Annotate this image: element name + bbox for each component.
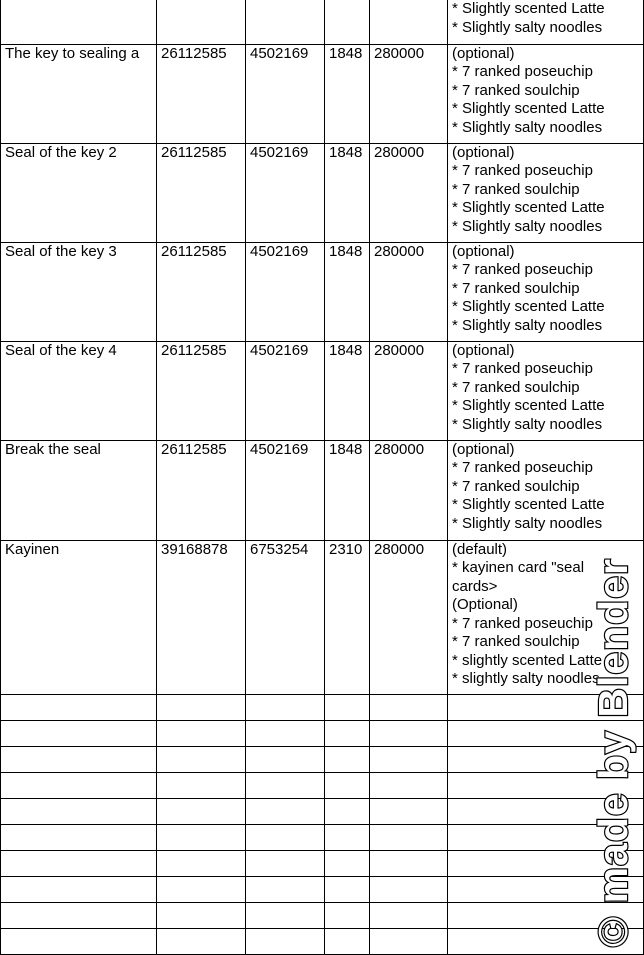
empty-table-row	[1, 850, 644, 876]
empty-cell	[448, 746, 644, 772]
cell-notes	[448, 44, 644, 143]
empty-cell	[246, 850, 325, 876]
empty-table-row	[1, 876, 644, 902]
empty-cell	[246, 876, 325, 902]
empty-cell	[246, 694, 325, 720]
empty-cell	[157, 824, 246, 850]
cell-v3: 1848	[325, 440, 370, 540]
note-line: * Slightly scented Latte	[452, 199, 605, 216]
cell-v1: 26112585	[157, 341, 246, 440]
empty-cell	[448, 824, 644, 850]
note-line: (optional)	[452, 143, 515, 161]
cell-name: Break the seal	[1, 440, 157, 540]
note-line: * kayinen card "seal	[452, 559, 585, 576]
note-line: * 7 ranked soulchip	[452, 81, 580, 99]
cell-v4: 280000	[370, 540, 448, 694]
cell-v1: 26112585	[157, 242, 246, 341]
empty-cell	[1, 902, 157, 928]
empty-cell	[246, 824, 325, 850]
empty-cell	[1, 928, 157, 954]
note-line: * slightly scented Latte	[452, 651, 603, 669]
empty-cell	[1, 850, 157, 876]
note-line: * 7 ranked poseuchip	[452, 459, 593, 476]
cell-v3: 1848	[325, 242, 370, 341]
cell-v3: 1848	[325, 44, 370, 143]
cell-name: Seal of the key 2	[1, 143, 157, 242]
empty-cell	[325, 876, 370, 902]
empty-cell	[370, 850, 448, 876]
cell-v1: 26112585	[157, 440, 246, 540]
cell-v2	[246, 0, 325, 44]
cell-notes	[448, 540, 644, 694]
note-line: * Slightly salty noodles	[452, 217, 603, 235]
empty-table-row	[1, 772, 644, 798]
empty-cell	[448, 850, 644, 876]
note-line: cards>	[452, 577, 498, 595]
note-line: (Optional)	[452, 596, 518, 613]
cell-v2: 4502169	[246, 44, 325, 143]
cell-v4: 280000	[370, 440, 448, 540]
cell-v1: 26112585	[157, 143, 246, 242]
empty-cell	[246, 902, 325, 928]
table-row	[1, 341, 644, 440]
cell-notes	[448, 341, 644, 440]
note-line: * 7 ranked poseuchip	[452, 162, 593, 179]
empty-cell	[157, 876, 246, 902]
cell-notes	[448, 440, 644, 540]
empty-cell	[246, 798, 325, 824]
empty-cell	[157, 798, 246, 824]
table-row	[1, 440, 644, 540]
empty-table-row	[1, 798, 644, 824]
note-line: * Slightly salty noodles	[452, 118, 603, 136]
empty-cell	[370, 928, 448, 954]
empty-cell	[157, 694, 246, 720]
empty-cell	[325, 720, 370, 746]
cell-v3: 1848	[325, 341, 370, 440]
note-line: * 7 ranked poseuchip	[452, 261, 593, 278]
empty-cell	[448, 798, 644, 824]
cell-v3: 2310	[325, 540, 370, 694]
table-row	[1, 242, 644, 341]
table-body	[1, 0, 644, 954]
cell-v3	[325, 0, 370, 44]
empty-cell	[157, 902, 246, 928]
empty-cell	[448, 720, 644, 746]
empty-cell	[1, 798, 157, 824]
note-line: * 7 ranked soulchip	[452, 279, 580, 297]
empty-table-row	[1, 720, 644, 746]
note-line: * 7 ranked soulchip	[452, 633, 580, 650]
empty-cell	[246, 928, 325, 954]
note-line: * 7 ranked poseuchip	[452, 360, 593, 377]
empty-cell	[370, 746, 448, 772]
empty-cell	[370, 824, 448, 850]
empty-cell	[1, 694, 157, 720]
table-row	[1, 0, 644, 44]
empty-cell	[157, 772, 246, 798]
note-line: * 7 ranked soulchip	[452, 180, 580, 198]
cell-v2: 6753254	[246, 540, 325, 694]
note-line: * Slightly salty noodles	[452, 316, 603, 334]
empty-cell	[370, 876, 448, 902]
cell-v1: 26112585	[157, 44, 246, 143]
note-line: * Slightly scented Latte	[452, 397, 605, 414]
cell-v2: 4502169	[246, 242, 325, 341]
empty-cell	[325, 850, 370, 876]
cell-v4: 280000	[370, 143, 448, 242]
cell-v1: 39168878	[157, 540, 246, 694]
note-line: (optional)	[452, 44, 515, 62]
empty-cell	[448, 694, 644, 720]
empty-cell	[370, 798, 448, 824]
cell-v2: 4502169	[246, 143, 325, 242]
empty-cell	[325, 928, 370, 954]
watermark-text: © made by Blender	[590, 558, 636, 947]
cell-v1	[157, 0, 246, 44]
note-line: * 7 ranked poseuchip	[452, 63, 593, 80]
table-row	[1, 143, 644, 242]
empty-cell	[370, 720, 448, 746]
empty-cell	[1, 876, 157, 902]
note-line: * Slightly scented Latte	[452, 100, 605, 117]
cell-v4: 280000	[370, 44, 448, 143]
cell-v4: 280000	[370, 341, 448, 440]
cell-name: The key to sealing a	[1, 44, 157, 143]
empty-cell	[157, 720, 246, 746]
note-line: * slightly salty noodles	[452, 670, 600, 687]
empty-cell	[370, 772, 448, 798]
cell-name: Seal of the key 4	[1, 341, 157, 440]
empty-cell	[370, 902, 448, 928]
empty-cell	[325, 746, 370, 772]
note-line: (default)	[452, 540, 508, 558]
empty-cell	[448, 772, 644, 798]
empty-cell	[325, 798, 370, 824]
cell-v4: 280000	[370, 242, 448, 341]
empty-cell	[448, 928, 644, 954]
empty-cell	[1, 824, 157, 850]
cell-v3: 1848	[325, 143, 370, 242]
note-line: * 7 ranked poseuchip	[452, 614, 593, 632]
empty-cell	[325, 902, 370, 928]
note-line: (optional)	[452, 341, 515, 359]
table-row	[1, 540, 644, 694]
cell-v4	[370, 0, 448, 44]
note-line: * 7 ranked soulchip	[452, 477, 580, 495]
empty-cell	[325, 824, 370, 850]
note-line: * Slightly scented Latte	[452, 298, 605, 315]
note-line: * Slightly salty noodles	[452, 415, 603, 433]
cell-name	[1, 0, 157, 44]
empty-cell	[1, 720, 157, 746]
empty-cell	[157, 928, 246, 954]
empty-cell	[448, 876, 644, 902]
note-line: * 7 ranked soulchip	[452, 378, 580, 396]
cell-name: Seal of the key 3	[1, 242, 157, 341]
cell-v2: 4502169	[246, 341, 325, 440]
empty-cell	[157, 746, 246, 772]
empty-cell	[157, 850, 246, 876]
cell-notes	[448, 242, 644, 341]
empty-cell	[325, 772, 370, 798]
empty-cell	[246, 720, 325, 746]
table-row	[1, 44, 644, 143]
empty-cell	[448, 902, 644, 928]
empty-table-row	[1, 824, 644, 850]
cell-notes	[448, 143, 644, 242]
note-line: * Slightly salty noodles	[452, 18, 603, 36]
empty-cell	[1, 746, 157, 772]
empty-cell	[370, 694, 448, 720]
cell-v2: 4502169	[246, 440, 325, 540]
cell-name: Kayinen	[1, 540, 157, 694]
empty-table-row	[1, 928, 644, 954]
empty-cell	[246, 772, 325, 798]
empty-table-row	[1, 902, 644, 928]
empty-table-row	[1, 746, 644, 772]
note-line: * Slightly salty noodles	[452, 514, 603, 532]
cell-notes	[448, 0, 644, 44]
empty-cell	[325, 694, 370, 720]
note-line: * Slightly scented Latte	[452, 496, 605, 513]
note-line: (optional)	[452, 440, 515, 458]
note-line: (optional)	[452, 242, 515, 260]
empty-cell	[246, 746, 325, 772]
empty-cell	[1, 772, 157, 798]
note-line: * Slightly scented Latte	[452, 0, 605, 17]
empty-table-row	[1, 694, 644, 720]
